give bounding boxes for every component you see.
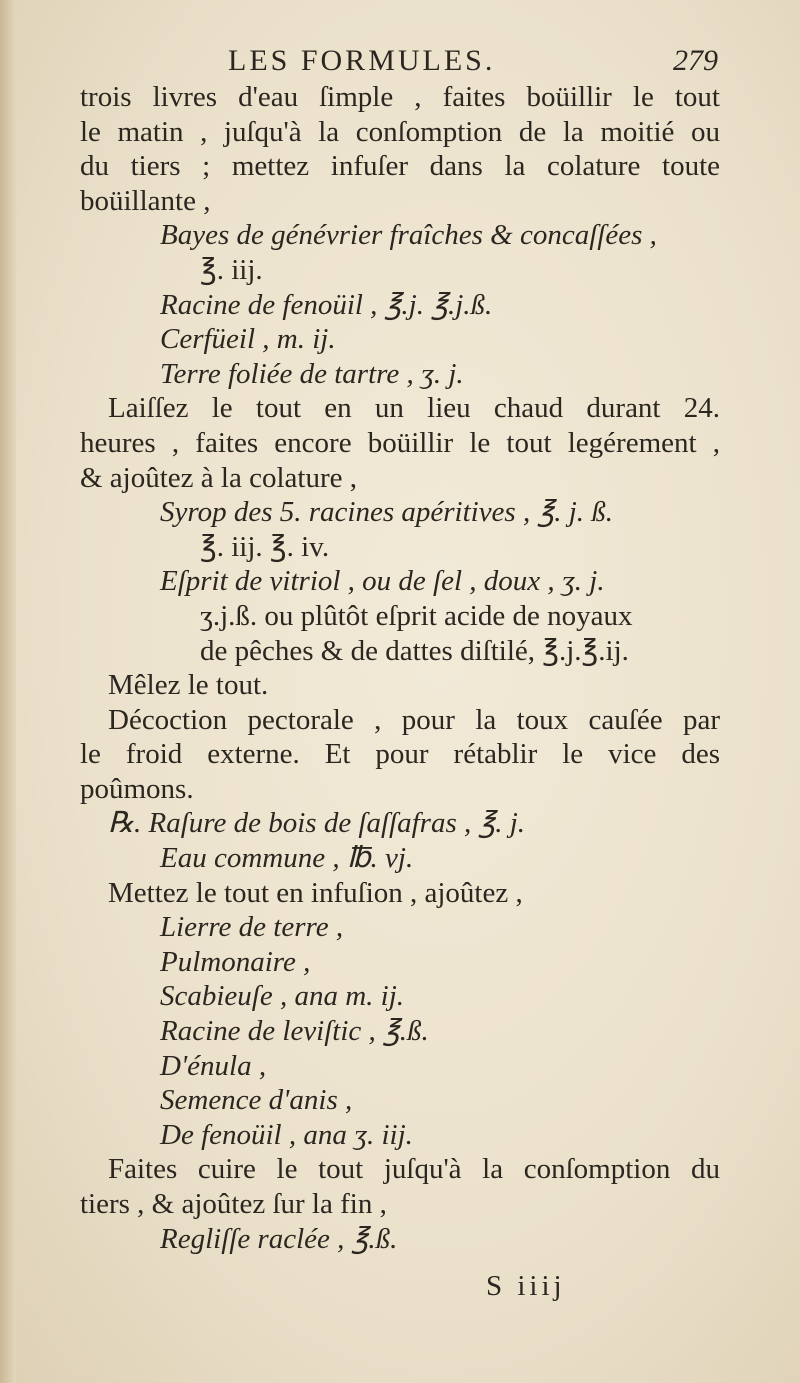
text-line: Faites cuire le tout juſqu'à la conſomption du (108, 1153, 720, 1186)
ingredient-line: Terre foliée de tartre , ʒ. j. (160, 357, 464, 390)
ingredient-line: Syrop des 5. racines apéritives , ℥. j. ß. (160, 496, 614, 529)
ingredient-line: Lierre de terre , (160, 911, 344, 944)
ingredient-line: Bayes de génévrier fraîches & concaſſées , (160, 219, 657, 252)
text-line: heures , faites encore boüillir le tout legérement , (80, 426, 720, 459)
text-line: trois livres d'eau ſimple , faites boüillir le tout (80, 81, 720, 113)
page-gutter (0, 0, 16, 1383)
ingredient-line: Eſprit de vitriol , ou de ſel , doux , ʒ. j. (160, 565, 605, 598)
text-line: Laiſſez le tout en un lieu chaud durant 24. (108, 392, 720, 425)
text-line: poûmons. (80, 772, 194, 805)
text-line: ʒ.j.ß. ou plûtôt eſprit acide de noyaux (200, 599, 633, 632)
text-line: Mêlez le tout. (108, 669, 269, 702)
text-line: du tiers ; mettez infuſer dans la colature toute (80, 150, 720, 183)
dose-line: ℥. iij. ℥. iv. (200, 530, 330, 563)
ingredient-line: Cerfüeil , m. ij. (160, 323, 336, 356)
text-line: tiers , & ajoûtez ſur la fin , (80, 1188, 387, 1220)
ingredient-line: Eau commune , ℔. vj. (160, 842, 414, 875)
ingredient-line: D'énula , (160, 1049, 267, 1082)
dose-line: ℥. iij. (200, 253, 263, 286)
ingredient-line: Scabieuſe , ana m. ij. (160, 980, 405, 1013)
ingredient-line: Pulmonaire , (160, 945, 311, 978)
text-line: & ajoûtez à la colature , (80, 461, 357, 494)
ingredient-line: Racine de leviſtic , ℥.ß. (160, 1015, 429, 1048)
ingredient-line: Semence d'anis , (160, 1084, 353, 1117)
section-heading: Décoction pectorale , pour la toux cauſée par (108, 703, 720, 736)
text-line: boüillante , (80, 184, 211, 217)
ingredient-line: De fenoüil , ana ʒ. iij. (160, 1118, 413, 1151)
signature-mark: S iiij (486, 1270, 566, 1302)
recipe-line: ℞. Raſure de bois de ſaſſafras , ℥. j. (108, 807, 526, 840)
body-text (80, 80, 720, 1256)
ingredient-line: Regliſſe raclée , ℥.ß. (160, 1222, 398, 1255)
ingredient-line: Racine de fenoüil , ℥.j. ℥.j.ß. (160, 288, 493, 321)
text-line: le matin , juſqu'à la conſomption de la moitié ou (80, 115, 720, 148)
text-line: de pêches & de dattes diſtilé, ℥.j.℥.ij. (200, 634, 629, 667)
text-line: Mettez le tout en infuſion , ajoûtez , (108, 876, 523, 909)
running-title: LES FORMULES. (228, 44, 496, 77)
page-number: 279 (673, 44, 718, 77)
text-line: le froid externe. Et pour rétablir le vice des (80, 738, 720, 771)
